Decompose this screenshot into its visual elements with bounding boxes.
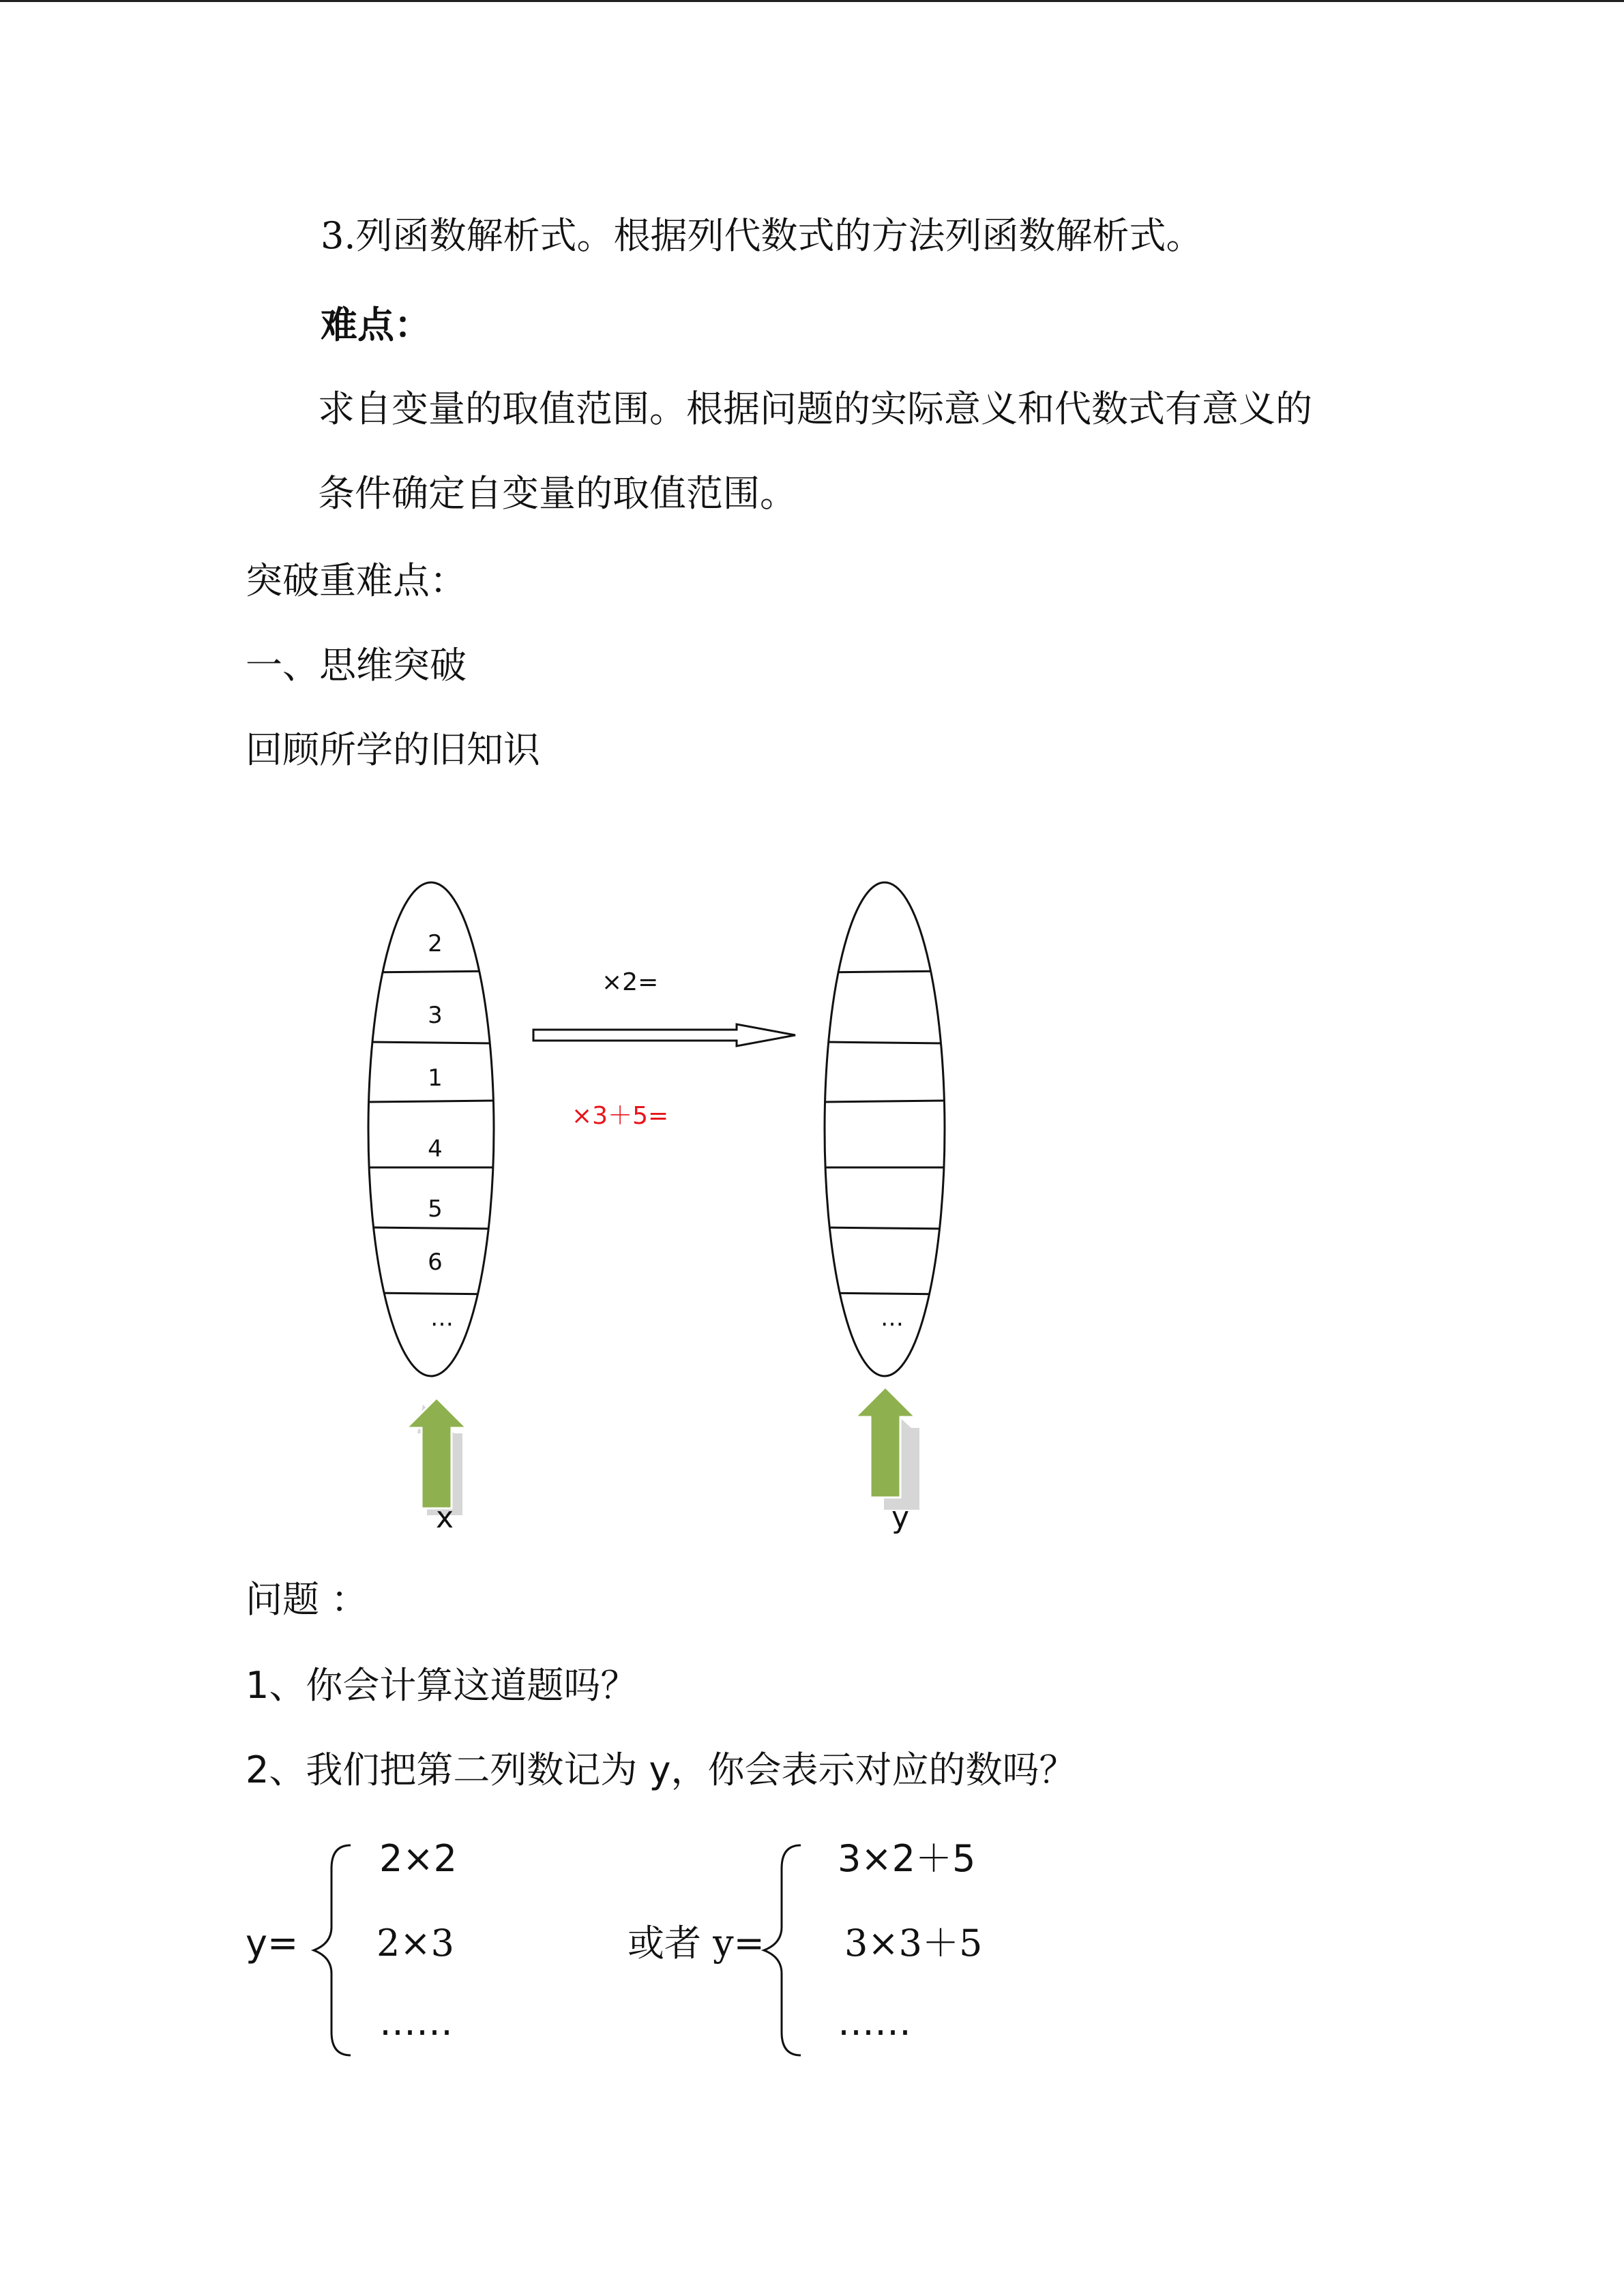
y-value: … xyxy=(881,1304,904,1332)
or-y-equals-label: 或者 y= xyxy=(628,1922,765,1965)
y-set-ellipse xyxy=(825,882,945,1376)
difficulty-paragraph-line-2: 条件确定自变量的取值范围。 xyxy=(318,472,797,515)
y-variable-label: y xyxy=(891,1500,910,1535)
operation-times-2: ×2= xyxy=(602,968,659,996)
x-value: 6 xyxy=(428,1249,443,1276)
right-brace-icon xyxy=(758,1841,806,2059)
section-thinking-breakthrough: 一、思维突破 xyxy=(246,644,467,687)
operation-times-3-plus-5: ×3＋5= xyxy=(572,1102,669,1130)
item-3-text: 3.列函数解析式。根据列代数式的方法列函数解析式。 xyxy=(321,214,1203,257)
right-formula-row-2: 3×3＋5 xyxy=(844,1922,983,1965)
x-value: 2 xyxy=(428,930,443,957)
y-set-dividers xyxy=(822,971,948,1294)
y-equals-label-left: y= xyxy=(246,1922,299,1965)
x-value: … xyxy=(430,1304,454,1332)
difficulty-heading: 难点： xyxy=(321,303,431,346)
x-value: 5 xyxy=(428,1195,443,1223)
mapping-arrow-icon xyxy=(533,1024,795,1046)
page-top-border xyxy=(0,0,1624,2)
x-value: 1 xyxy=(428,1064,443,1092)
y-up-arrow-icon xyxy=(855,1387,919,1510)
x-variable-label: x xyxy=(435,1500,454,1535)
left-formula-row-1: 2×2 xyxy=(379,1837,457,1880)
breakthrough-heading: 突破重难点： xyxy=(246,559,467,602)
mapping-diagram xyxy=(0,846,1624,1555)
review-old-knowledge: 回顾所学的旧知识 xyxy=(246,728,540,771)
x-values xyxy=(428,930,454,1332)
question-2: 2、我们把第二列数记为 y，你会表示对应的数吗？ xyxy=(246,1748,1076,1791)
x-value: 3 xyxy=(428,1002,443,1029)
difficulty-paragraph-line-1: 求自变量的取值范围。根据问题的实际意义和代数式有意义的 xyxy=(318,387,1312,430)
right-formula-row-3: …… xyxy=(838,2001,911,2044)
left-formula-row-3: …… xyxy=(379,2001,453,2044)
question-heading: 问题 ： xyxy=(246,1578,368,1621)
left-formula-row-2: 2×3 xyxy=(377,1922,454,1965)
x-value: 4 xyxy=(428,1135,443,1163)
question-1: 1、你会计算这道题吗？ xyxy=(246,1664,638,1707)
right-formula-row-1: 3×2＋5 xyxy=(838,1837,976,1880)
left-brace-icon xyxy=(308,1841,356,2059)
x-up-arrow-icon xyxy=(407,1398,467,1515)
